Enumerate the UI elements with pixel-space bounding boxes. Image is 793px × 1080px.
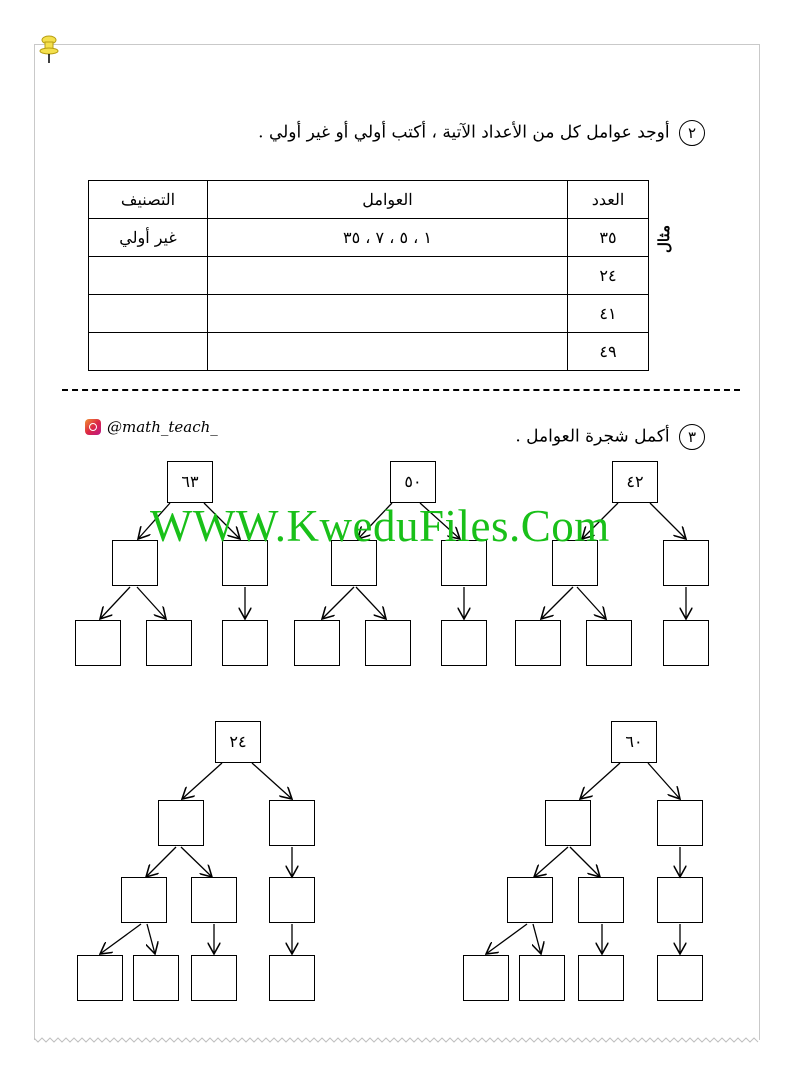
- cell-number: ٣٥: [568, 219, 649, 257]
- tree-box[interactable]: [158, 800, 204, 846]
- tree-root-50: ٥٠: [390, 461, 436, 503]
- tree-box[interactable]: [507, 877, 553, 923]
- tree-box[interactable]: [191, 877, 237, 923]
- example-label: مثال: [655, 224, 674, 254]
- tree-box[interactable]: [191, 955, 237, 1001]
- tree-root-42: ٤٢: [612, 461, 658, 503]
- tree-box[interactable]: [365, 620, 411, 666]
- tree-root-60: ٦٠: [611, 721, 657, 763]
- cell-number: ٢٤: [568, 257, 649, 295]
- tree-root-63: ٦٣: [167, 461, 213, 503]
- cell-factors: ١ ، ٥ ، ٧ ، ٣٥: [208, 219, 568, 257]
- question-number-2: ٢: [679, 120, 705, 146]
- tree-root-24: ٢٤: [215, 721, 261, 763]
- tree-box[interactable]: [578, 955, 624, 1001]
- tree-box[interactable]: [269, 955, 315, 1001]
- tree-box[interactable]: [586, 620, 632, 666]
- question-number-3: ٣: [679, 424, 705, 450]
- header-classification: التصنيف: [89, 181, 208, 219]
- tree-box[interactable]: [657, 800, 703, 846]
- tree-box[interactable]: [121, 877, 167, 923]
- tree-box[interactable]: [663, 540, 709, 586]
- cell-number: ٤٩: [568, 333, 649, 371]
- header-number: العدد: [568, 181, 649, 219]
- tree-box[interactable]: [663, 620, 709, 666]
- tree-box[interactable]: [146, 620, 192, 666]
- tree-box[interactable]: [294, 620, 340, 666]
- tree-box[interactable]: [222, 620, 268, 666]
- watermark-text: WWW.KweduFiles.Com: [150, 501, 610, 551]
- social-handle-text: @math_teach_: [107, 418, 218, 436]
- tree-box[interactable]: [269, 800, 315, 846]
- tree-box[interactable]: [657, 955, 703, 1001]
- header-factors: العوامل: [208, 181, 568, 219]
- tree-box[interactable]: [269, 877, 315, 923]
- question-2-text: أوجد عوامل كل من الأعداد الآتية ، أكتب أولي أو غير أولي .: [258, 122, 670, 143]
- tree-box[interactable]: [578, 877, 624, 923]
- tree-box[interactable]: [77, 955, 123, 1001]
- tree-box[interactable]: [545, 800, 591, 846]
- tree-box[interactable]: [519, 955, 565, 1001]
- question-3-text: أكمل شجرة العوامل .: [515, 426, 670, 447]
- tree-box[interactable]: [657, 877, 703, 923]
- cell-number: ٤١: [568, 295, 649, 333]
- tree-box[interactable]: [75, 620, 121, 666]
- tree-box[interactable]: [515, 620, 561, 666]
- tree-box[interactable]: [463, 955, 509, 1001]
- tree-box[interactable]: [441, 620, 487, 666]
- tree-box[interactable]: [133, 955, 179, 1001]
- cell-classification: غير أولي: [89, 219, 208, 257]
